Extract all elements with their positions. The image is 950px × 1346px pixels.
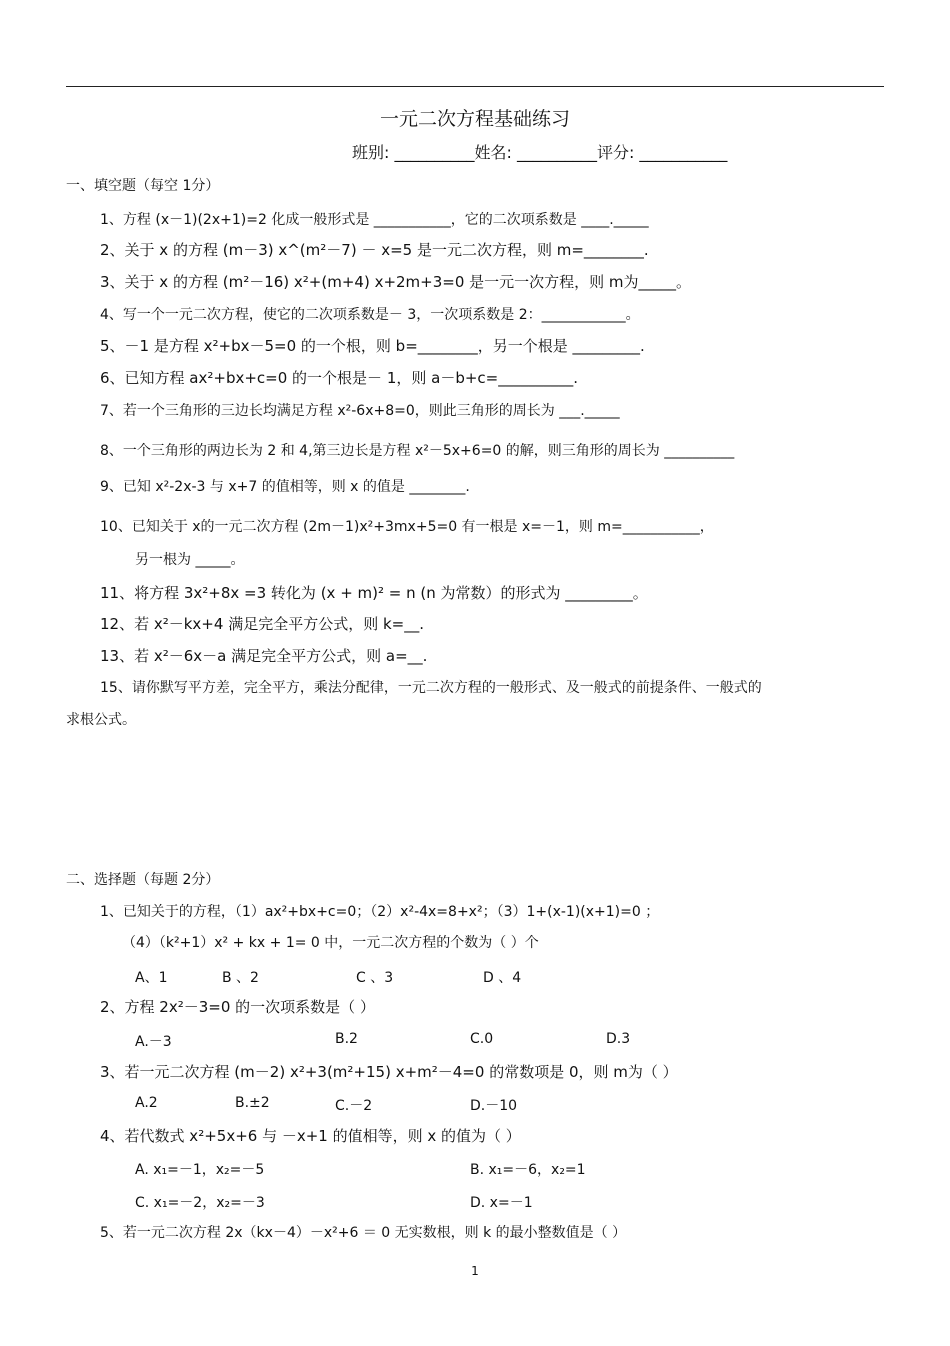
fill-question-10: 10、已知关于 x的一元二次方程 (2m－1)x²+3mx+5=0 有一根是 x=－1，则 m=___________， [100, 519, 714, 535]
fill-question-8: 8、一个三角形的两边长为 2 和 4,第三边长是方程 x²－5x+6=0 的解，则三角形的周长为 __________ [100, 443, 735, 459]
fill-question-10-continued: 另一根为 _____。 [135, 552, 245, 568]
fill-question-11: 11、将方程 3x²+8x =3 转化为 (x + m)² = n (n 为常数）的形式为 _________。 [100, 584, 648, 602]
section2-heading: 二、选择题（每题 2分） [66, 872, 220, 888]
choice-question-1-option-a: A、1 [135, 970, 168, 986]
choice-question-2: 2、方程 2x²－3=0 的一次项系数是（ ） [100, 998, 375, 1016]
choice-question-3-option-b: B.±2 [235, 1095, 270, 1111]
fill-question-13: 13、若 x²－6x－a 满足完全平方公式，则 a=__. [100, 647, 428, 665]
choice-question-1-option-b: B 、2 [222, 970, 259, 986]
choice-question-4-option-c: C. x₁=－2，x₂=－3 [135, 1195, 265, 1211]
choice-question-2-option-a: A.－3 [135, 1034, 172, 1050]
choice-question-3-option-d: D.－10 [470, 1098, 518, 1114]
choice-question-2-option-b: B.2 [335, 1031, 358, 1047]
fill-question-15: 15、请你默写平方差，完全平方，乘法分配律，一元二次方程的一般形式、及一般式的前提条件、一般式的 [100, 680, 762, 696]
choice-question-5: 5、若一元二次方程 2x（kx－4）－x²+6 ＝ 0 无实数根，则 k 的最小整数值是（ ） [100, 1225, 627, 1241]
choice-question-2-option-c: C.0 [470, 1031, 494, 1047]
choice-question-4-option-b: B. x₁=－6，x₂=1 [470, 1162, 586, 1178]
fill-question-6: 6、已知方程 ax²+bx+c=0 的一个根是－ 1，则 a－b+c=__________. [100, 369, 579, 387]
choice-question-4-option-d: D. x=－1 [470, 1195, 533, 1211]
choice-question-3-option-c: C.－2 [335, 1098, 373, 1114]
choice-question-1-option-d: D 、4 [483, 970, 522, 986]
fill-question-2: 2、关于 x 的方程 (m－3) x^(m²－7) － x=5 是一元二次方程，则 m=________. [100, 241, 649, 259]
fill-question-4: 4、写一个一元二次方程，使它的二次项系数是－ 3，一次项系数是 2：____________。 [100, 307, 640, 323]
choice-question-1-continued: （4）（k²+1）x² + kx + 1= 0 中，一元二次方程的个数为（ ）个 [122, 935, 539, 951]
page-number: 1 [471, 1264, 479, 1278]
choice-question-1-option-c: C 、3 [356, 970, 394, 986]
choice-question-3-option-a: A.2 [135, 1095, 158, 1111]
choice-question-2-option-d: D.3 [606, 1031, 631, 1047]
fill-question-5: 5、－1 是方程 x²+bx－5=0 的一个根，则 b=________，另一个根是 _________. [100, 337, 645, 355]
section1-heading: 一、填空题（每空 1分） [66, 178, 220, 194]
choice-question-3: 3、若一元二次方程 (m－2) x²+3(m²+15) x+m²－4=0 的常数项是 0，则 m为（ ） [100, 1063, 678, 1081]
page-title: 一元二次方程基础练习 [379, 108, 570, 130]
fill-question-3: 3、关于 x 的方程 (m²－16) x²+(m+4) x+2m+3=0 是一元一次方程，则 m为_____。 [100, 273, 692, 291]
fill-question-9: 9、已知 x²-2x-3 与 x+7 的值相等，则 x 的值是 ________. [100, 479, 470, 495]
choice-question-4: 4、若代数式 x²+5x+6 与 －x+1 的值相等，则 x 的值为（ ） [100, 1127, 521, 1145]
fill-question-15-continued: 求根公式。 [66, 712, 136, 728]
fill-question-1: 1、方程 (x－1)(2x+1)=2 化成一般形式是 ___________，它的二次项系数是 ____._____ [100, 212, 649, 228]
top-rule [66, 86, 884, 87]
student-info-line: 班别: __________姓名: __________评分: ___________ [352, 143, 728, 162]
choice-question-4-option-a: A. x₁=－1，x₂=－5 [135, 1162, 265, 1178]
fill-question-7: 7、若一个三角形的三边长均满足方程 x²-6x+8=0，则此三角形的周长为 ___._____ [100, 403, 620, 419]
fill-question-12: 12、若 x²－kx+4 满足完全平方公式，则 k=__. [100, 615, 424, 633]
choice-question-1: 1、已知关于的方程，（1）ax²+bx+c=0；（2）x²-4x=8+x²；（3）1+(x-1)(x+1)=0 ； [100, 904, 660, 920]
